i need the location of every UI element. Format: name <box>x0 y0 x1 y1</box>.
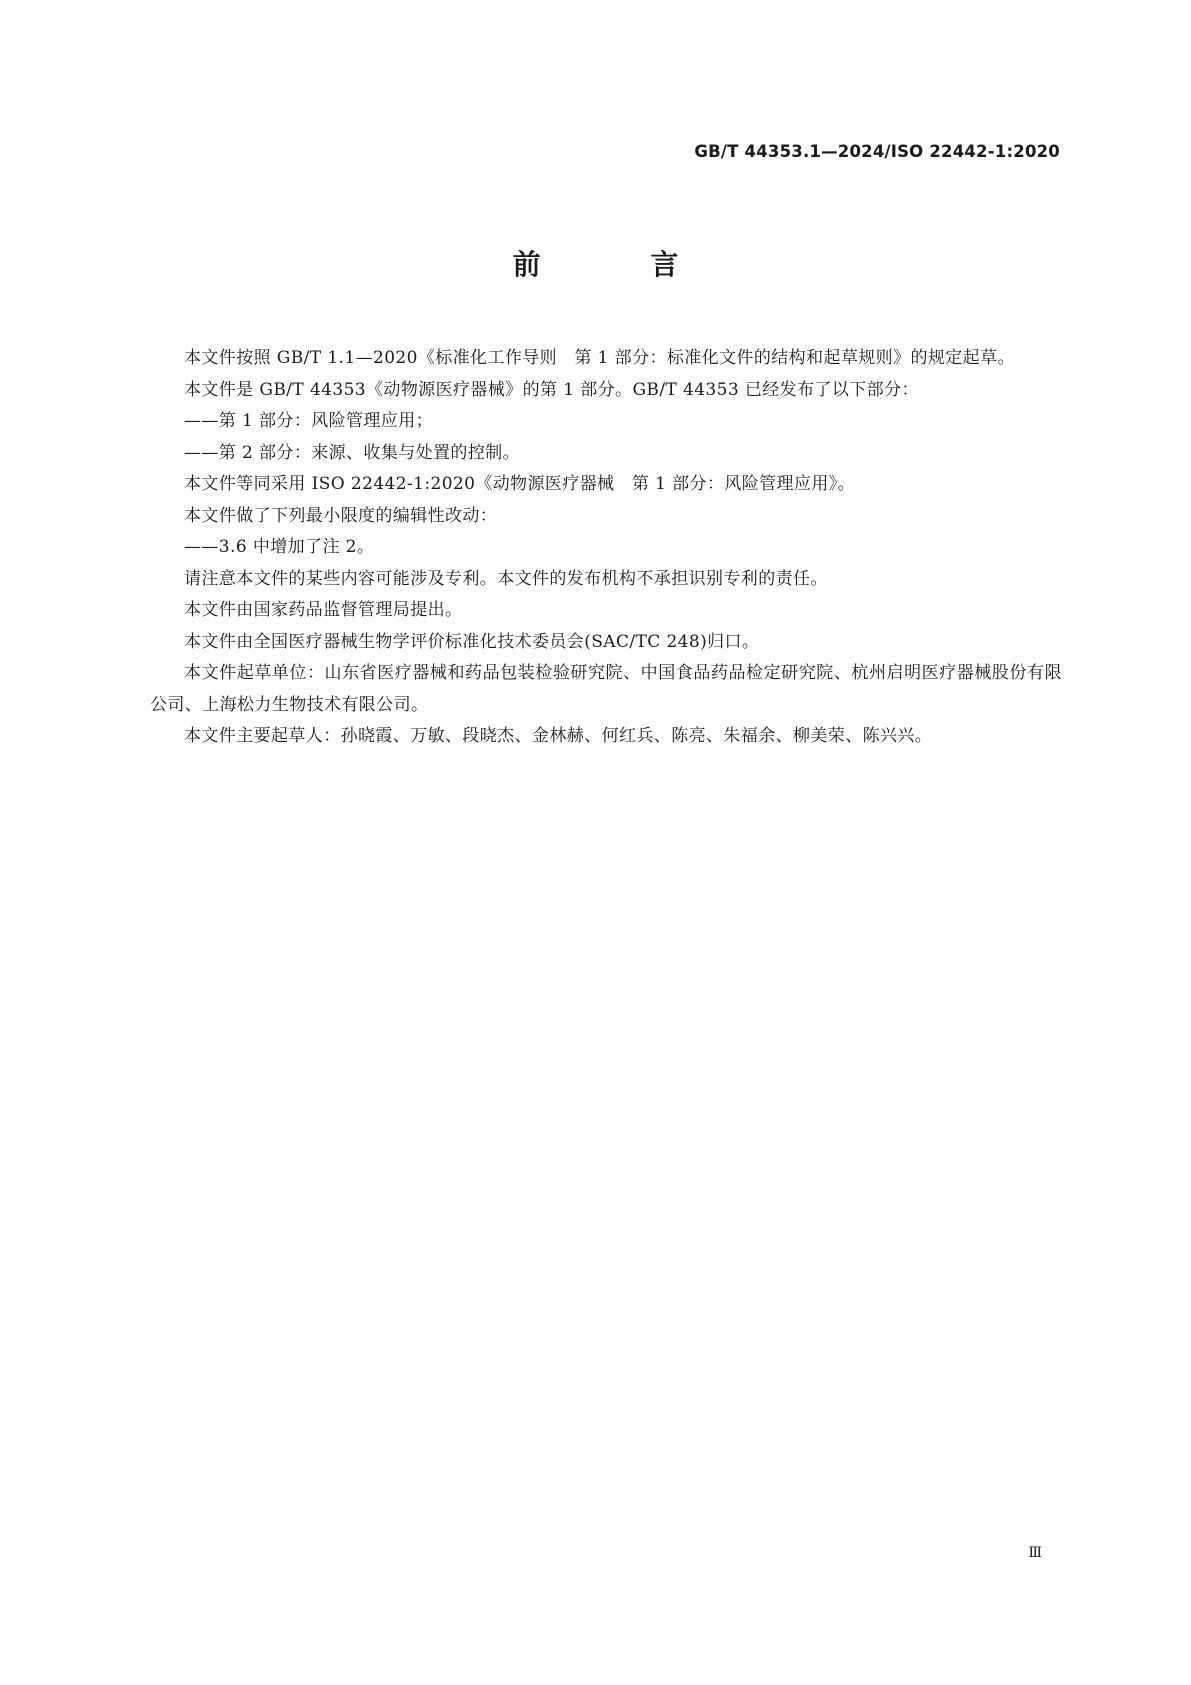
paragraph-editorial-changes: 本文件做了下列最小限度的编辑性改动： <box>184 505 498 526</box>
list-item-part-2: ——第 2 部分：来源、收集与处置的控制。 <box>184 442 521 463</box>
paragraph-part-of-series: 本文件是 GB/T 44353《动物源医疗器械》的第 1 部分。GB/T 44353 已经发布了以下部分： <box>184 379 919 400</box>
paragraph-drafting-rules: 本文件按照 GB/T 1.1—2020《标准化工作导则 第 1 部分：标准化文件的结构和起草规则》的规定起草。 <box>184 348 1015 368</box>
page-number: Ⅲ <box>1028 1545 1042 1561</box>
preface-body <box>150 343 1062 753</box>
paragraph-technical-committee: 本文件由全国医疗器械生物学评价标准化技术委员会(SAC/TC 248)归口。 <box>184 631 760 652</box>
paragraph-identical-adoption: 本文件等同采用 ISO 22442-1:2020《动物源医疗器械 第 1 部分：风险管理应用》。 <box>184 474 856 494</box>
standard-code-header: GB/T 44353.1—2024/ISO 22442-1:2020 <box>694 142 1060 161</box>
list-item-part-1: ——第 1 部分：风险管理应用； <box>184 411 434 431</box>
paragraph-drafters: 本文件主要起草人：孙晓霞、万敏、段晓杰、金林赫、何红兵、陈亮、朱福余、柳美荣、陈兴兴。 <box>184 726 933 746</box>
paragraph-drafting-units: 本文件起草单位：山东省医疗器械和药品包装检验研究院、中国食品药品检定研究院、杭州启明医疗器械股份有限公司、上海松力生物技术有限公司。 <box>150 663 1062 715</box>
list-item-editorial-change: ——3.6 中增加了注 2。 <box>184 537 375 557</box>
paragraph-patent-notice: 请注意本文件的某些内容可能涉及专利。本文件的发布机构不承担识别专利的责任。 <box>184 568 828 589</box>
paragraph-proposed-by: 本文件由国家药品监督管理局提出。 <box>184 600 463 620</box>
page-title: 前 言 <box>512 248 729 281</box>
